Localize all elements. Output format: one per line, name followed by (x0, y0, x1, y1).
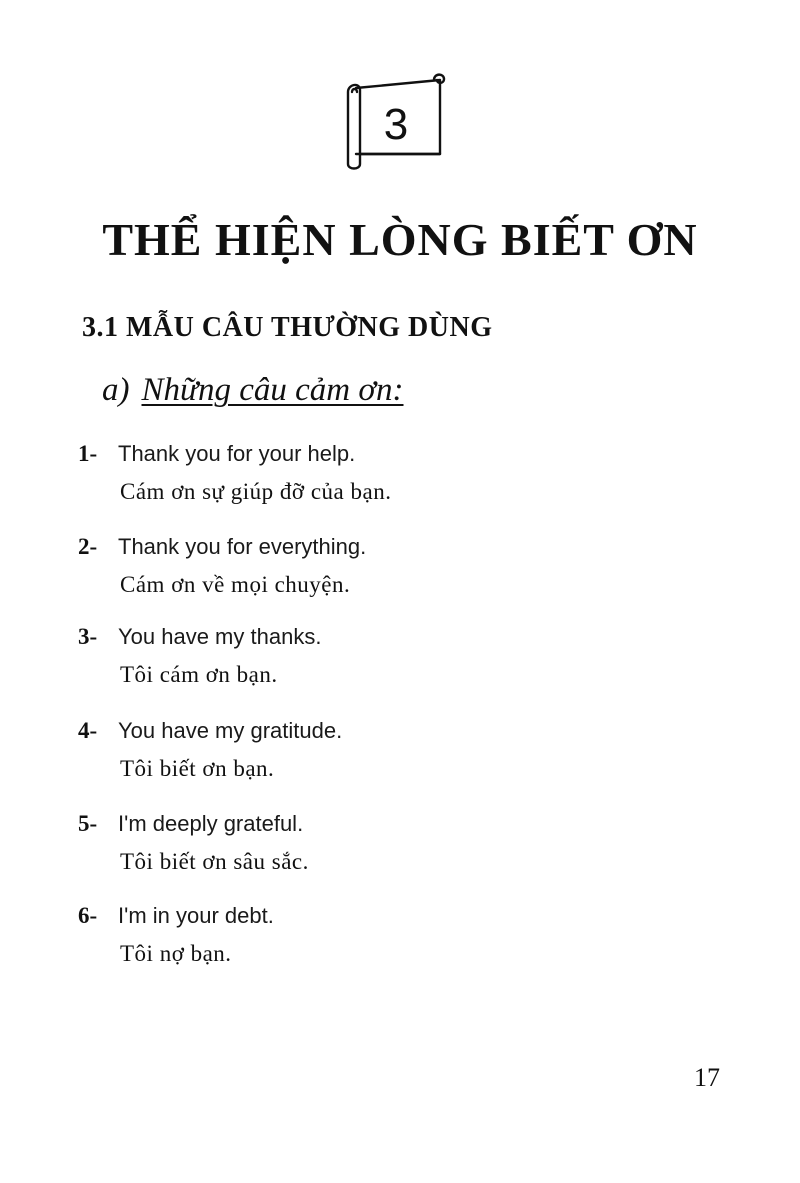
phrase-english: Thank you for your help. (118, 441, 356, 466)
section-heading: 3.1 MẪU CÂU THƯỜNG DÙNG (82, 312, 493, 343)
phrase-number: 5- (78, 811, 98, 836)
phrase-english: I'm deeply grateful. (118, 811, 304, 836)
subsection-marker: a) (102, 372, 130, 408)
phrase-item (78, 436, 738, 516)
phrase-vietnamese: Tôi nợ bạn. (120, 941, 232, 966)
phrase-number: 6- (78, 903, 98, 928)
phrase-english: You have my thanks. (118, 624, 322, 649)
phrase-english: Thank you for everything. (118, 534, 367, 559)
phrase-vietnamese: Tôi cám ơn bạn. (120, 662, 278, 687)
phrase-number: 4- (78, 718, 98, 743)
phrase-item (78, 619, 738, 699)
subsection-title: Những câu cảm ơn: (141, 372, 404, 408)
phrase-vietnamese: Tôi biết ơn sâu sắc. (120, 849, 309, 874)
chapter-title: THỂ HIỆN LÒNG BIẾT ƠN (102, 214, 698, 265)
phrase-number: 1- (78, 441, 98, 466)
chapter-number: 3 (383, 100, 409, 149)
phrase-number: 2- (78, 534, 98, 559)
phrase-item (78, 713, 738, 793)
phrase-vietnamese: Tôi biết ơn bạn. (120, 756, 275, 781)
phrase-vietnamese: Cám ơn về mọi chuyện. (120, 572, 351, 597)
phrase-vietnamese: Cám ơn sự giúp đỡ của bạn. (120, 479, 392, 504)
phrase-item (78, 898, 738, 978)
phrase-number: 3- (78, 624, 98, 649)
phrase-english: I'm in your debt. (118, 903, 274, 928)
page-number: 17 (694, 1063, 720, 1092)
phrase-english: You have my gratitude. (118, 718, 343, 743)
phrase-item (78, 529, 738, 609)
phrase-item (78, 806, 738, 886)
